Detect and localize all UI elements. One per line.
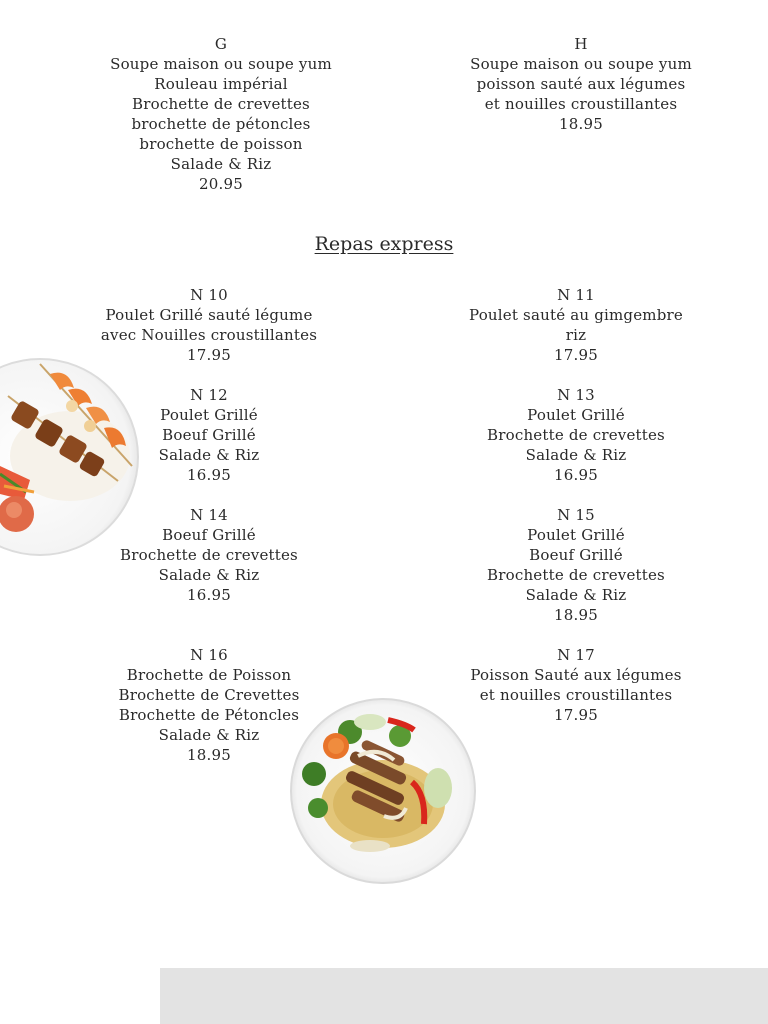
item-price: 18.95	[187, 746, 231, 764]
menu-g	[80, 34, 362, 194]
menu-code: H	[574, 35, 588, 53]
menu-line: Soupe maison ou soupe yum	[110, 55, 332, 73]
menu-line: et nouilles croustillantes	[484, 95, 678, 113]
menu-price: 20.95	[199, 175, 243, 193]
item-line: Poulet Grillé	[527, 526, 625, 544]
menu-h	[440, 34, 722, 134]
skewer-plate-image	[0, 356, 142, 558]
item-code: N 10	[190, 286, 228, 304]
item-line: Salade & Riz	[525, 586, 627, 604]
item-line: avec Nouilles croustillantes	[100, 326, 318, 344]
item-line: Poulet Grillé sauté légume	[105, 306, 313, 324]
item-code: N 14	[190, 506, 228, 524]
item-price: 17.95	[187, 346, 231, 364]
item-line: Salade & Riz	[525, 446, 627, 464]
item-line: Brochette de crevettes	[487, 566, 665, 584]
item-code: N 15	[557, 506, 595, 524]
footer-bar	[160, 968, 768, 1024]
item-line: riz	[565, 326, 587, 344]
menu-line: Brochette de crevettes	[132, 95, 310, 113]
item-line: Brochette de Poisson	[126, 666, 292, 684]
item-line: Poulet sauté au gimgembre	[469, 306, 683, 324]
item-code: N 17	[557, 646, 595, 664]
menu-line: brochette de pétoncles	[131, 115, 311, 133]
item-line: Poisson Sauté aux légumes	[470, 666, 682, 684]
item-code: N 12	[190, 386, 228, 404]
item-line: Salade & Riz	[158, 566, 260, 584]
item-price: 17.95	[554, 346, 598, 364]
item-line: Brochette de crevettes	[120, 546, 298, 564]
item-line: Brochette de crevettes	[487, 426, 665, 444]
menu-line: brochette de poisson	[139, 135, 303, 153]
item-price: 17.95	[554, 706, 598, 724]
item-line: Brochette de Pétoncles	[118, 706, 300, 724]
noodle-plate-image	[288, 696, 478, 886]
item-code: N 13	[557, 386, 595, 404]
item-line: Boeuf Grillé	[162, 426, 256, 444]
item-line: Boeuf Grillé	[529, 546, 623, 564]
item-price: 16.95	[554, 466, 598, 484]
item-n11	[435, 285, 717, 365]
item-price: 16.95	[187, 586, 231, 604]
item-line: et nouilles croustillantes	[479, 686, 673, 704]
item-n15	[435, 505, 717, 625]
item-line: Brochette de Crevettes	[118, 686, 300, 704]
menu-code: G	[214, 35, 228, 53]
item-line: Poulet Grillé	[160, 406, 258, 424]
section-title: Repas express	[314, 233, 454, 255]
item-price: 18.95	[554, 606, 598, 624]
item-price: 16.95	[187, 466, 231, 484]
item-line: Salade & Riz	[158, 446, 260, 464]
menu-line: Rouleau impérial	[154, 75, 288, 93]
menu-line: poisson sauté aux légumes	[476, 75, 686, 93]
item-code: N 11	[557, 286, 595, 304]
item-n10	[68, 285, 350, 365]
item-line: Salade & Riz	[158, 726, 260, 744]
menu-line: Soupe maison ou soupe yum	[470, 55, 692, 73]
item-code: N 16	[190, 646, 228, 664]
item-line: Boeuf Grillé	[162, 526, 256, 544]
menu-price: 18.95	[559, 115, 603, 133]
menu-line: Salade & Riz	[170, 155, 272, 173]
item-n13	[435, 385, 717, 485]
item-line: Poulet Grillé	[527, 406, 625, 424]
